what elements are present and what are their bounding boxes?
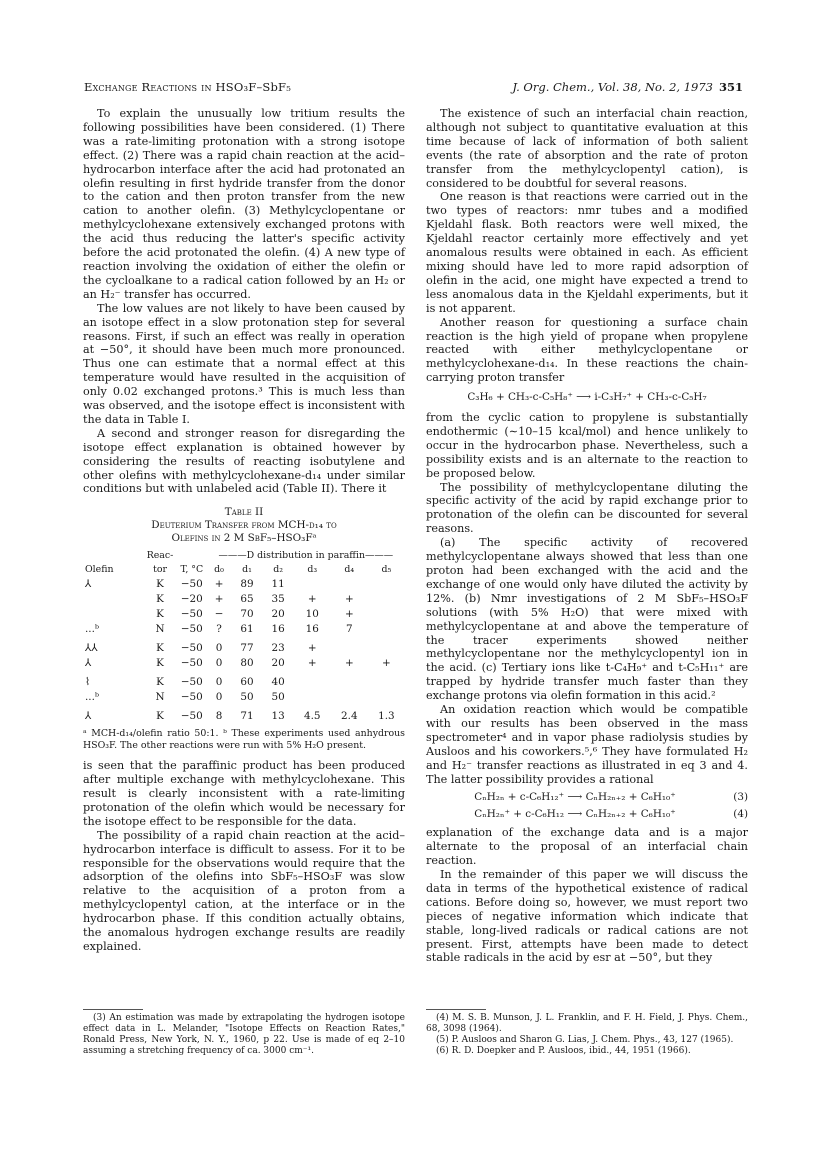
- table-row: [83, 656, 405, 671]
- table-cell-reactor: K: [156, 656, 164, 669]
- table-cell-d1: 71: [240, 709, 254, 722]
- table-cell-d1: 50: [240, 690, 254, 703]
- table-cell-d0: −: [214, 607, 224, 620]
- paragraph: from the cyclic cation to propylene is substantially endothermic (∼10–15 kcal/mol) and hence unlikely to occur in the hydrocarbon phase. Nevertheless, such a possibility exists and is an alternate to the reaction to be proposed below.: [426, 411, 748, 480]
- table-footnote: ᵃ MCH-d₁₄/olefin ratio 50:1. ᵇ These experiments used anhydrous HSO₃F. The other reactions were run with 5% H₂O present.: [83, 728, 405, 751]
- paragraph: An oxidation reaction which would be compatible with our results has been observed in the mass spectrometer⁴ and in vapor phase radiolysis studies by Ausloos and his coworkers.⁵,⁶ They have formulated H₂ and H₂⁻ transfer reactions as illustrated in eq 3 and 4. The latter possibility provides a rational: [426, 703, 748, 786]
- table-cell-d5: [368, 675, 405, 690]
- table-cell-d0: ?: [216, 622, 222, 635]
- table-cell-d3: 16: [305, 622, 319, 635]
- table-cell-olefin: ⅄: [85, 656, 92, 669]
- table-cell-reactor: K: [156, 641, 164, 654]
- equation-3-body: CₙH₂ₙ + c-C₆H₁₂⁺ ⟶ CₙH₂ₙ₊₂ + C₆H₁₀⁺: [474, 790, 676, 803]
- reaction-scheme: C₃H₆ + CH₃-c-C₅H₈⁺ ⟶ i-C₃H₇⁺ + CH₃-c-C₅H₇: [467, 391, 707, 404]
- table-header-row-1: [83, 549, 405, 563]
- equation-3-number: (3): [733, 790, 748, 803]
- table-cell-olefin: ⌇: [85, 675, 91, 688]
- table-cell-d4: +: [344, 607, 354, 620]
- table-cell-t: −20: [180, 592, 203, 605]
- table-cell-t: −50: [180, 622, 203, 635]
- left-column: [83, 107, 405, 954]
- col-header-d5: d₅: [381, 564, 392, 576]
- equation-4-number: (4): [733, 808, 748, 821]
- table-cell-d4: 2.4: [341, 709, 358, 722]
- table-cell-d2: 16: [271, 622, 285, 635]
- col-header-temp: T, °C: [180, 564, 204, 576]
- table-cell-d4: [331, 641, 368, 656]
- col-header-d1: d₁: [242, 564, 252, 576]
- paragraph: The possibility of methylcyclopentane diluting the specific activity of the acid by rapid exchange prior to protonation of the olefin can be discounted for several reasons.: [426, 480, 748, 536]
- table-cell-d4: +: [344, 592, 354, 605]
- table-cell-olefin: [83, 607, 143, 622]
- table-row: [83, 709, 405, 724]
- equation-4-body: CₙH₂ₙ⁺ + c-C₆H₁₂ ⟶ CₙH₂ₙ₊₂ + C₆H₁₀⁺: [474, 808, 676, 821]
- table-row: [83, 622, 405, 637]
- footnote: (5) P. Ausloos and Sharon G. Lias, J. Chem. Phys., 43, 127 (1965).: [436, 1035, 734, 1045]
- table-cell-olefin: ⅄: [85, 577, 92, 590]
- paragraph: The possibility of a rapid chain reaction at the acid–hydrocarbon interface is difficult to assess. For it to be responsible for the observations would require that the adsorption of the olefins into SbF₅–HSO₃F was slow relative to the acquisition of a proton from a methylcyclopentyl cation, at the interface or in the hydrocarbon phase. If this condition actually obtains, the anomalous hydrogen exchange results are readily explained.: [83, 828, 405, 953]
- paragraph: A second and stronger reason for disregarding the isotope effect explanation is obtained however by considering the results of reacting isobutylene and other olefins with methylcyclohexane-d₁₄ under similar conditions but with unlabeled acid (Table II). There it: [83, 426, 405, 496]
- table-cell-d3: [294, 690, 331, 705]
- table-cell-d5: +: [382, 656, 391, 669]
- table-cell-d2: 13: [271, 709, 285, 722]
- table-cell-d5: [368, 622, 405, 637]
- paragraph: In the remainder of this paper we will discuss the data in terms of the hypothetical existence of radical cations. Before doing so, however, we must report two pieces of negative information which indicate that stable, long-lived radicals or radical cations are not present. First, attempts have been made to detect stable radicals in the acid by esr at −50°, but they: [426, 868, 748, 965]
- table-cell-olefin: ...ᵇ: [85, 690, 100, 703]
- footnotes-left: [83, 1003, 405, 1057]
- paragraph: (a) The specific activity of recovered methylcyclopentane always showed that less than one proton had been exchanged with the acid and the exchange of one would only have diluted the activity by 12%. (b) Nmr investigations of 2 M SbF₅–HSO₃F solutions (with 5% H₂O) that were mixed with methylcyclopentane at and above the temperature of the tracer experiments showed neither methylcyclopentane nor the methylcyclopentyl ion in the acid. (c) Tertiary ions like t-C₄H₉⁺ and t-C₅H₁₁⁺ are trapped by hydride transfer much faster than they exchange protons via olefin formation in this acid.²: [426, 536, 748, 703]
- table-cell-reactor: N: [155, 690, 165, 703]
- table-row: [83, 607, 405, 622]
- header-citation: [512, 80, 743, 94]
- col-header-olefin: Olefin: [85, 564, 114, 576]
- table-cell-d5: [368, 577, 405, 592]
- table-cell-reactor: K: [156, 577, 164, 590]
- table-cell-reactor: K: [156, 709, 164, 722]
- col-header-reactor-2: tor: [153, 564, 167, 576]
- table-header-row-2: [83, 563, 405, 577]
- table-cell-reactor: N: [155, 622, 165, 635]
- footnote: (6) R. D. Doepker and P. Ausloos, ibid., 44, 1951 (1966).: [436, 1046, 691, 1056]
- table-row: [83, 690, 405, 705]
- table-cell-d0: +: [214, 592, 224, 605]
- table-cell-reactor: K: [156, 675, 164, 688]
- table-cell-olefin: [83, 592, 143, 607]
- table-cell-d0: 8: [215, 709, 223, 722]
- table-cell-olefin: ⅄: [85, 709, 92, 722]
- table-label: Table II: [224, 506, 264, 519]
- footnote-rule: [83, 1009, 143, 1010]
- table-cell-d0: 0: [215, 656, 223, 669]
- footnote: (3) An estimation was made by extrapolating the hydrogen isotope effect data in L. Melander, "Isotope Effects on Reaction Rates," Ronald Press, New York, N. Y., 1960, p 22. Use is made of eq 2–10 assuming a stretching frequency of ca. 3000 cm⁻¹.: [83, 1013, 405, 1056]
- table-cell-reactor: K: [156, 592, 164, 605]
- table-cell-t: −50: [180, 709, 203, 722]
- header-title: [84, 80, 291, 94]
- paragraph: The low values are not likely to have been caused by an isotope effect in a slow protonation step for several reasons. First, if such an effect was really in operation at −50°, it should have been much more pronounced. Thus one can estimate that a normal effect at this temperature would have resulted in the acquisition of only 0.02 exchanged protons.³ This is much less than was observed, and the isotope effect is inconsistent with the data in Table I.: [83, 301, 405, 426]
- running-header: [84, 80, 743, 96]
- table-body: [83, 577, 405, 724]
- table-cell-d3: +: [307, 592, 317, 605]
- header-title-text: Exchange Reactions in: [84, 80, 212, 94]
- table-cell-d2: 11: [271, 577, 285, 590]
- span-header: ———D distribution in paraffin———: [218, 550, 394, 562]
- table-cell-d3: [294, 675, 331, 690]
- table-row: [83, 592, 405, 607]
- table-cell-t: −50: [180, 675, 203, 688]
- page-number: 351: [718, 80, 743, 94]
- table-cell-d4: 7: [345, 622, 353, 635]
- table-cell-reactor: K: [156, 607, 164, 620]
- table-cell-d3: +: [307, 656, 317, 669]
- table-cell-d2: 20: [271, 656, 285, 669]
- paragraph: Another reason for questioning a surface chain reaction is the high yield of propane when propylene reacted with either methylcyclopentane or methylcyclohexane-d₁₄. In these reactions the chain-carrying proton transfer: [426, 315, 748, 385]
- table-cell-d1: 61: [240, 622, 254, 635]
- table-cell-d2: 50: [271, 690, 285, 703]
- table-cell-t: −50: [180, 690, 203, 703]
- table-cell-t: −50: [180, 577, 203, 590]
- table-cell-d1: 77: [240, 641, 254, 654]
- table-cell-d4: +: [344, 656, 354, 669]
- equation-4: [426, 808, 748, 822]
- table-cell-d4: [331, 577, 368, 592]
- header-journal: J. Org. Chem., Vol. 38, No. 2, 1973: [512, 80, 713, 94]
- table-cell-d4: [331, 690, 368, 705]
- paragraph: explanation of the exchange data and is a major alternate to the proposal of an interfacial chain reaction.: [426, 826, 748, 868]
- data-table: [83, 549, 405, 724]
- paragraph: The existence of such an interfacial chain reaction, although not subject to quantitative evaluation at this time because of lack of information of both salient events (the rate of absorption and the rate of proton transfer from the methylcyclopentyl cation), is considered to be doubtful for several reasons.: [426, 107, 748, 190]
- table-cell-d0: 0: [215, 641, 223, 654]
- col-header-d3: d₃: [307, 564, 318, 576]
- table-cell-d3: +: [307, 641, 317, 654]
- table-cell-d3: [294, 577, 331, 592]
- table-row: [83, 577, 405, 592]
- header-title-formula: HSO₃F–SbF₅: [211, 80, 292, 94]
- table-cell-d0: +: [214, 577, 224, 590]
- table-cell-d1: 60: [240, 675, 254, 688]
- table-cell-d2: 35: [271, 592, 285, 605]
- table-cell-d1: 80: [240, 656, 254, 669]
- col-header-reactor-1: Reac-: [146, 550, 174, 562]
- table-cell-d0: 0: [215, 690, 223, 703]
- table-title-line2: Olefins in 2 M SbF₅–HSO₃Fᵃ: [171, 532, 317, 545]
- table-cell-d2: 40: [271, 675, 285, 688]
- right-column: [426, 107, 748, 965]
- paragraph: One reason is that reactions were carried out in the two types of reactors: nmr tubes and a modified Kjeldahl flask. Both reactors were well mixed, the Kjeldahl reactor certainly more effectively and yet anomalous results were obtained in each. As efficient mixing should have led to more rapid adsorption of olefin in the acid, one might have expected a trend to less anomalous data in the Kjeldahl experiments, but it is not apparent.: [426, 190, 748, 315]
- table-cell-d5: [368, 592, 405, 607]
- col-header-d0: d₀: [214, 564, 224, 576]
- table-cell-d5: [368, 690, 405, 705]
- table-cell-d1: 70: [240, 607, 254, 620]
- table-cell-d3: 4.5: [303, 709, 321, 722]
- table-cell-d0: 0: [215, 675, 223, 688]
- table-cell-t: −50: [180, 607, 203, 620]
- equation-3: [426, 791, 748, 805]
- table-cell-d5: [368, 607, 405, 622]
- col-header-d4: d₄: [344, 564, 355, 576]
- col-header-d2: d₂: [273, 564, 284, 576]
- table-cell-d3: 10: [305, 607, 319, 620]
- table-cell-d4: [331, 675, 368, 690]
- table-cell-olefin: ...ᵇ: [85, 622, 100, 635]
- table-cell-d5: 1.3: [378, 709, 395, 722]
- table-row: [83, 675, 405, 690]
- table-cell-t: −50: [180, 656, 203, 669]
- table-cell-d2: 20: [271, 607, 285, 620]
- table-cell-d2: 23: [271, 641, 285, 654]
- table-cell-d5: [368, 641, 405, 656]
- footnotes-right: [426, 1003, 748, 1057]
- paragraph: is seen that the paraffinic product has been produced after multiple exchange with methylcyclohexane. This result is clearly inconsistent with a rate-limiting protonation of the olefin which would be necessary for the isotope effect to be responsible for the data.: [83, 759, 405, 828]
- paragraph: To explain the unusually low tritium results the following possibilities have been considered. (1) There was a rate-limiting protonation with a strong isotope effect. (2) There was a rapid chain reaction at the acid–hydrocarbon interface after the acid had protonated an olefin resulting in first hydride transfer from the donor to the cation and then proton transfer from the new cation to another olefin. (3) Methylcyclopentane or methylcyclohexane extensively exchanged protons with the acid thus reducing the latter's specific activity before the acid protonated the olefin. (4) A new type of reaction involving the oxidation of either the olefin or the cycloalkane to a radical cation followed by an H₂ or an H₂⁻ transfer has occurred.: [83, 107, 405, 301]
- footnote-rule: [426, 1009, 486, 1010]
- table-ii: [83, 506, 405, 751]
- table-cell-olefin: ⅄⅄: [85, 641, 98, 654]
- table-row: [83, 641, 405, 656]
- table-title-line1: Deuterium Transfer from MCH-d₁₄ to: [151, 519, 337, 532]
- table-cell-t: −50: [180, 641, 203, 654]
- table-cell-d1: 89: [240, 577, 254, 590]
- table-cell-d1: 65: [240, 592, 254, 605]
- footnote: (4) M. S. B. Munson, J. L. Franklin, and F. H. Field, J. Phys. Chem., 68, 3098 (1964).: [426, 1013, 748, 1034]
